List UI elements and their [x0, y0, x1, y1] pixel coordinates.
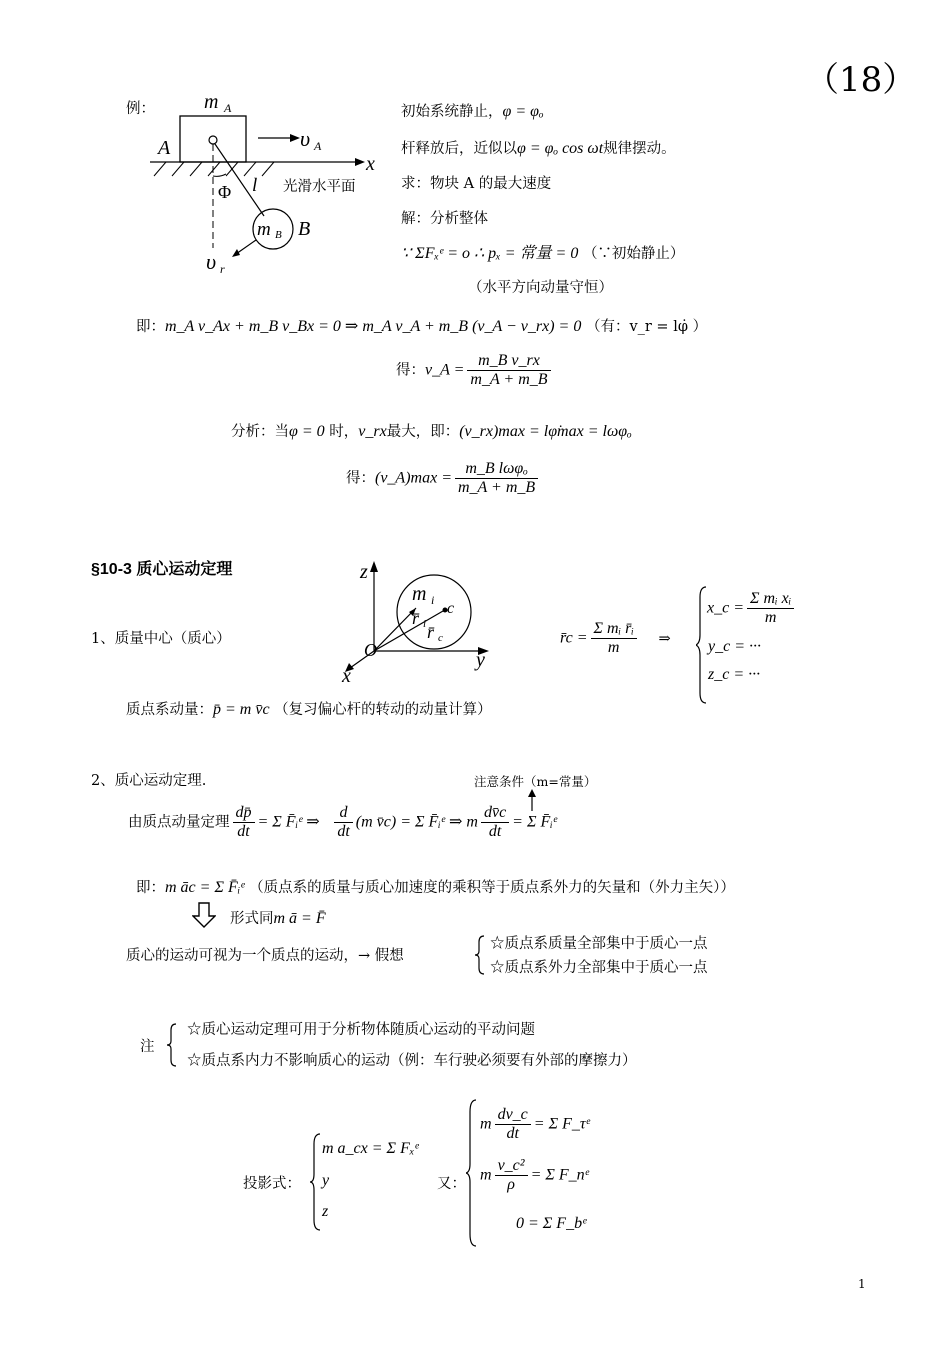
- fraction-d-dt: $\frac{d}{dt}$: [334, 804, 352, 841]
- item-1: 1、质量中心（质心）: [91, 631, 231, 647]
- analysis-line: 分析：当φ = 0 时，v_rx最大，即：(v_rx)max = lφ̇max = lωφₒ: [231, 423, 632, 440]
- fig-phi-label: Φ: [218, 182, 232, 202]
- theorem-statement: 即：m āc = Σ F̄ᵢᵉ （质点系的质量与质心加速度的乘积等于质点系外力的矢量和（外力主矢））: [136, 879, 735, 896]
- fig-mass-a-sub: A: [224, 101, 232, 115]
- natural-tangential: m $\frac{dv\_c}{dt}$ = Σ F_τᵉ: [480, 1106, 590, 1142]
- note-label: 注: [140, 1039, 155, 1055]
- fraction-dvc-dt: $\frac{dv̄c}{dt}$: [481, 804, 509, 841]
- fig-mass-b-sub: B: [275, 229, 282, 241]
- fraction-dp-dt: $\frac{dp̄}{dt}$: [233, 804, 255, 841]
- example-line-4: 解：分析整体: [401, 211, 488, 227]
- note-brace: [166, 1022, 178, 1068]
- natural-normal: m $\frac{\text{v\_c²}}{\rho}$ = Σ F_nᵉ: [480, 1157, 589, 1193]
- fraction-dvc-dt-2: $\frac{dv\_c}{dt}$: [495, 1106, 531, 1143]
- fig2-rc-label: r̄: [427, 622, 435, 642]
- fraction-va: $\frac{\text{m\_B v\_rx}}{m\_A + m\_B}$: [467, 352, 550, 389]
- example-line-3: 求：物块 A 的最大速度: [401, 176, 552, 192]
- page-label: （18）: [805, 60, 917, 100]
- fig2-y-label: y: [476, 649, 485, 671]
- xc-equation: x_c = $\frac{\text{Σ mᵢ xᵢ}}{m}$: [707, 590, 797, 627]
- note-2: ☆质点系内力不影响质心的运动（例：车行驶必须要有外部的摩擦力）: [187, 1053, 637, 1069]
- equation-va-max: 得：(v_A)max = $\frac{\text{m\_B lωφₒ}}{m\_A + m\_B}$: [346, 460, 541, 497]
- fig-mass-b-label: m: [257, 219, 271, 240]
- projection-z: z: [322, 1203, 329, 1220]
- assumption-1: ☆质点系质量全部集中于质心一点: [490, 936, 708, 952]
- assume-brace: [474, 934, 486, 976]
- equation-momentum: 即：m_A v_Ax + m_B v_Bx = 0 ⇒ m_A v_A + m_B (v_A − v_rx) = 0 （有：v_r = lφ̇ ）: [136, 318, 708, 335]
- fig2-ri-label: r̄: [412, 608, 420, 628]
- fig2-z-label: z: [360, 561, 368, 583]
- x-axis-arrowhead: [355, 158, 365, 166]
- ground-hatch: [154, 162, 274, 176]
- angle-arc: [213, 174, 226, 176]
- condition-note: 注意条件（m=常量）: [474, 774, 597, 789]
- fraction-xc: $\frac{\text{Σ mᵢ xᵢ}}{m}$: [747, 590, 794, 627]
- projection-brace: [310, 1132, 322, 1232]
- fraction-vc2-rho: $\frac{\text{v\_c²}}{\rho}$: [495, 1157, 528, 1194]
- example-line-5: ∵ ΣFₓᵉ = o ∴ pₓ = 常量 = 0 （∵初始静止）: [401, 245, 685, 262]
- projection-y: y: [322, 1172, 330, 1189]
- equation-va: 得：v_A = $\frac{\text{m\_B v\_rx}}{m\_A + m\_B}$: [396, 352, 554, 389]
- fig-vr-label: υ: [206, 249, 217, 274]
- fig-a-label: A: [158, 137, 171, 159]
- projection-label: 投影式：: [243, 1176, 301, 1192]
- fig-l-label: l: [252, 175, 258, 196]
- example-line-6: （水平方向动量守恒）: [468, 280, 613, 296]
- zc-equation: z_c = ···: [708, 666, 761, 683]
- item-2: 2、质心运动定理.: [91, 773, 207, 789]
- fig2-ri-sub: i: [423, 618, 427, 630]
- fig-x-label: x: [366, 153, 375, 175]
- ri-vector: [374, 608, 416, 651]
- fig2-mi-sub: i: [431, 593, 435, 607]
- center-of-mass-figure: [330, 556, 510, 686]
- yc-equation: y_c = ···: [708, 638, 761, 655]
- fig2-mi-label: m: [412, 583, 427, 605]
- relative-velocity-arrowhead: [232, 249, 240, 257]
- fig-vr-sub: r: [220, 262, 225, 276]
- relative-velocity-arrow: [236, 240, 256, 254]
- fig2-rc-sub: c: [438, 632, 443, 644]
- projection-x: m a_cx = Σ Fₓᵉ: [322, 1140, 419, 1157]
- fig2-origin-label: O: [364, 640, 377, 660]
- down-arrow-icon: [192, 902, 216, 928]
- page-number: 1: [858, 1277, 866, 1291]
- theorem-derivation: 由质点动量定理 $\frac{dp̄}{dt}$ = Σ F̄ᵢᵉ ⇒ $\frac{d}{dt}$ (m v̄c) = Σ F̄ᵢᵉ ⇒ m $\frac{dv̄c}{dt}$ = Σ F̄ᵢᵉ: [128, 804, 557, 840]
- pendulum-block-figure: [140, 88, 385, 278]
- fig-mass-a-label: m: [204, 91, 219, 113]
- note-1: ☆质心运动定理可用于分析物体随质心运动的平动问题: [187, 1022, 535, 1038]
- motion-statement: 质心的运动可视为一个质点的运动，→ 假想: [126, 948, 404, 964]
- example-label: 例：: [126, 101, 155, 117]
- fig-va-sub: A: [314, 139, 322, 153]
- example-line-1: 初始系统静止，φ = φₒ: [401, 103, 544, 120]
- fraction-rc: $\frac{\text{Σ mᵢ r̄ᵢ}}{m}$: [591, 620, 637, 657]
- z-axis-arrowhead: [370, 561, 378, 572]
- natural-binormal: 0 = Σ F_bᵉ: [516, 1215, 587, 1232]
- example-line-2: 杆释放后，近似以φ = φₒ cos ωt规律摆动。: [401, 140, 676, 157]
- velocity-a-arrowhead: [290, 134, 300, 142]
- fig2-x-label: x: [342, 665, 351, 686]
- form-analogy: 形式同m ā = F̄: [230, 910, 326, 927]
- system-momentum: 质点系动量：p̄ = m v̄c （复习偏心杆的转动的动量计算）: [126, 701, 492, 718]
- fraction-va-max: $\frac{\text{m\_B lωφₒ}}{m\_A + m\_B}$: [455, 460, 538, 497]
- fig-surface-label: 光滑水平面: [283, 179, 356, 195]
- fig2-c-label: c: [447, 600, 455, 617]
- centroid-equation: r̄c = $\frac{\text{Σ mᵢ r̄ᵢ}}{m}$ ⇒: [560, 620, 671, 656]
- fig-b-label: B: [298, 218, 311, 240]
- assumption-2: ☆质点系外力全部集中于质心一点: [490, 960, 708, 976]
- natural-brace: [466, 1098, 478, 1248]
- section-heading: §10-3 质心运动定理: [91, 561, 233, 578]
- also-label: 又：: [437, 1176, 466, 1192]
- pivot: [209, 136, 217, 144]
- fig-va-label: υ: [300, 126, 311, 151]
